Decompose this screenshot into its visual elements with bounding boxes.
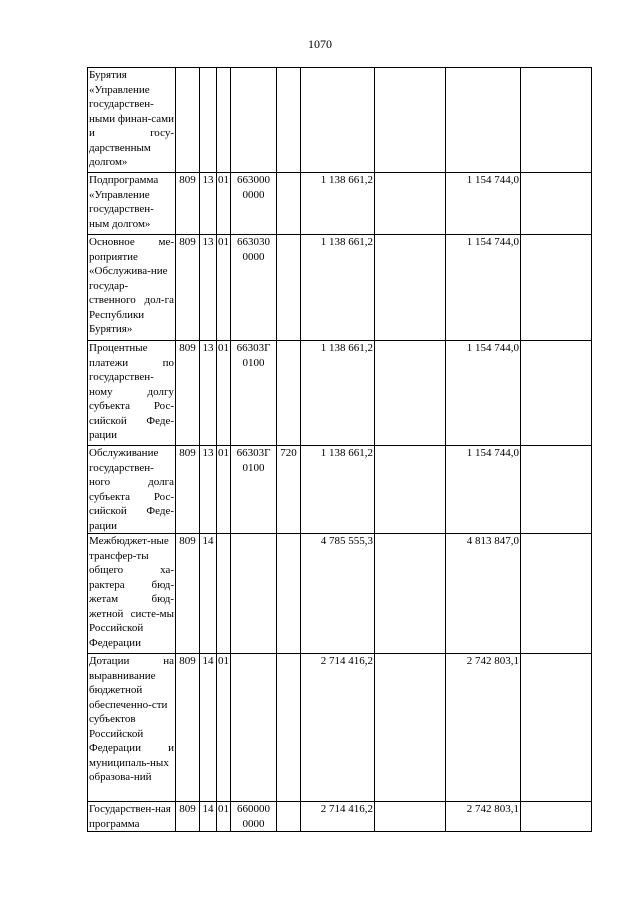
amount-cell [375, 654, 446, 802]
amount-cell [521, 68, 592, 173]
gr-code-cell: 809 [176, 446, 200, 534]
rz-code-cell: 14 [200, 802, 217, 832]
row-name-cell: Обслуживание государствен-ного долга субъекта Рос-сийской Феде-рации [89, 447, 174, 532]
pr-code-cell: 01 [217, 802, 231, 832]
target-article-cell: 663030 0000 [231, 235, 277, 341]
rz-code-cell: 14 [200, 534, 217, 654]
expense-type-cell [277, 173, 301, 235]
row-name-cell: Государствен-ная программа [88, 802, 176, 832]
target-article-cell: 66303Г 0100 [231, 446, 277, 534]
amount-cell: 1 154 744,0 [446, 173, 521, 235]
rz-code-cell: 13 [200, 341, 217, 446]
amount-cell [446, 68, 521, 173]
gr-code-cell: 809 [176, 802, 200, 832]
amount-cell [521, 534, 592, 654]
row-name-cell: Бурятия «Управление государствен-ными финан-сами и госу-дарственным долгом» [88, 68, 176, 173]
row-name-cell: Процентные платежи по государствен-ному долгу субъекта Рос-сийской Феде-рации [88, 341, 176, 446]
table-row [88, 341, 592, 446]
rz-code-cell: 13 [200, 173, 217, 235]
amount-cell: 1 154 744,0 [446, 446, 521, 534]
table-row [88, 802, 592, 832]
row-name-cell: Подпрограмма «Управление государствен-ным долгом» [88, 173, 176, 235]
amount-cell: 2 714 416,2 [301, 654, 375, 802]
amount-cell [375, 68, 446, 173]
amount-cell [301, 68, 375, 173]
rz-code-cell: 13 [200, 446, 217, 534]
amount-cell: 2 742 803,1 [446, 654, 521, 802]
amount-cell [375, 802, 446, 832]
expense-type-cell: 720 [277, 446, 301, 534]
table-row [88, 654, 592, 802]
amount-cell [375, 235, 446, 341]
amount-cell: 1 154 744,0 [446, 235, 521, 341]
target-article-cell [231, 654, 277, 802]
row-name-cell: Основное ме-роприятие «Обслужива-ние государ-ственного дол-га Республики Бурятия» [88, 235, 176, 341]
amount-cell: 4 813 847,0 [446, 534, 521, 654]
amount-cell: 2 714 416,2 [301, 802, 375, 832]
amount-cell [375, 341, 446, 446]
amount-cell [521, 235, 592, 341]
page-number: 1070 [308, 37, 332, 51]
amount-cell: 1 138 661,2 [301, 341, 375, 446]
amount-cell [521, 173, 592, 235]
expense-type-cell [277, 68, 301, 173]
expense-type-cell [277, 654, 301, 802]
amount-cell [375, 173, 446, 235]
amount-cell: 2 742 803,1 [446, 802, 521, 832]
target-article-cell [231, 68, 277, 173]
gr-code-cell: 809 [176, 235, 200, 341]
amount-cell [521, 341, 592, 446]
rz-code-cell: 13 [200, 235, 217, 341]
budget-table [87, 67, 592, 832]
amount-cell: 1 154 744,0 [446, 341, 521, 446]
pr-code-cell [217, 534, 231, 654]
table-row [88, 534, 592, 654]
target-article-cell [231, 534, 277, 654]
gr-code-cell: 809 [176, 173, 200, 235]
row-name-cell: Дотации на выравнивание бюджетной обеспеченно-сти субъектов Российской Федерации и муниципаль-ных образова-ний [88, 654, 176, 802]
rz-code-cell [200, 68, 217, 173]
amount-cell [375, 446, 446, 534]
amount-cell: 1 138 661,2 [301, 173, 375, 235]
amount-cell [375, 534, 446, 654]
target-article-cell: 660000 0000 [231, 802, 277, 832]
pr-code-cell: 01 [217, 446, 231, 534]
gr-code-cell: 809 [176, 341, 200, 446]
table-row [88, 68, 592, 173]
target-article-cell: 663000 0000 [231, 173, 277, 235]
table-row [88, 173, 592, 235]
expense-type-cell [277, 802, 301, 832]
pr-code-cell: 01 [217, 341, 231, 446]
pr-code-cell: 01 [217, 235, 231, 341]
expense-type-cell [277, 235, 301, 341]
amount-cell [521, 446, 592, 534]
amount-cell [521, 654, 592, 802]
pr-code-cell: 01 [217, 654, 231, 802]
expense-type-cell [277, 341, 301, 446]
amount-cell: 1 138 661,2 [301, 235, 375, 341]
rz-code-cell: 14 [200, 654, 217, 802]
amount-cell: 1 138 661,2 [301, 446, 375, 534]
amount-cell [521, 802, 592, 832]
expense-type-cell [277, 534, 301, 654]
table-row [88, 235, 592, 341]
gr-code-cell: 809 [176, 534, 200, 654]
amount-cell: 4 785 555,3 [301, 534, 375, 654]
gr-code-cell: 809 [176, 654, 200, 802]
row-name-cell: Межбюджет-ные трансфер-ты общего ха-рактера бюд-жетам бюд-жетной систе-мы Российской Федерации [88, 534, 176, 654]
table-row [88, 446, 592, 534]
pr-code-cell: 01 [217, 173, 231, 235]
target-article-cell: 66303Г 0100 [231, 341, 277, 446]
gr-code-cell [176, 68, 200, 173]
pr-code-cell [217, 68, 231, 173]
